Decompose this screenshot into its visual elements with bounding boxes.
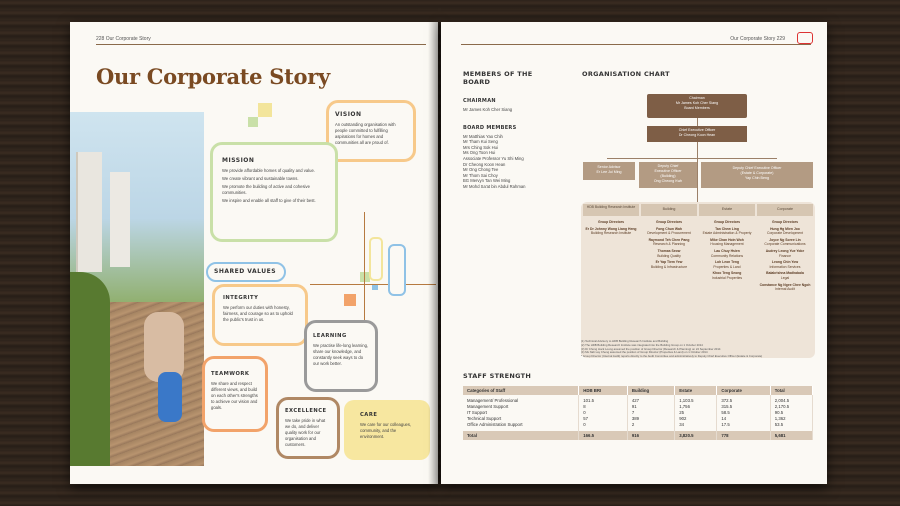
org-groups-panel <box>581 202 815 358</box>
table-cell: Office Administration Support <box>463 422 579 431</box>
table-cell: 8 <box>579 404 628 410</box>
left-page-header: 228 Our Corporate Story <box>96 36 151 42</box>
table-header: Building <box>627 386 674 395</box>
director-name: Balakrishna Madhabala <box>766 271 804 276</box>
org-col-bri <box>583 220 639 236</box>
org-text: (Building) <box>660 174 676 178</box>
learning-title: LEARNING <box>313 333 347 339</box>
org-group-bri: HDB Building Research Institute <box>583 204 639 216</box>
shared-values-box <box>206 262 286 282</box>
org-dceo-building-box <box>639 162 697 188</box>
org-text: Chief Executive Officer <box>678 128 716 132</box>
right-page-header: Our Corporate Story 229 <box>730 36 785 42</box>
table-cell: 0 <box>579 422 628 431</box>
decor-line <box>310 284 436 285</box>
mission-line: We promote the building of active and cohesive communities. <box>222 184 310 195</box>
board-section <box>463 70 561 190</box>
board-member: Dr Cheong Koon Hean <box>463 161 506 167</box>
housing-estate-photo <box>70 112 204 466</box>
group-directors-label: Group Directors <box>598 220 624 224</box>
director-dept: Finance <box>778 253 792 258</box>
director-name: Er Dr Johnny Wong Liang Heng <box>585 226 637 231</box>
org-text: Er Lee Jui Ming <box>596 170 622 174</box>
director-dept: Industrial Properties <box>711 275 743 280</box>
group-directors-label: Group Directors <box>714 220 740 224</box>
table-cell: 389 <box>627 416 674 422</box>
table-cell: 91 <box>627 404 674 410</box>
table-cell: 315.5 <box>717 404 770 410</box>
director-name: Raymond Teh Chen Pang <box>648 237 690 242</box>
director-name: Er Yap Tiem Yew <box>655 260 683 265</box>
table-row <box>463 422 813 431</box>
table-cell: 90.5 <box>770 410 812 416</box>
org-advisor-box <box>583 162 635 180</box>
integrity-box <box>212 284 308 346</box>
table-cell: 2,004.5 <box>770 395 812 404</box>
table-cell: 14 <box>717 416 770 422</box>
org-text: Board Members <box>684 106 710 110</box>
excellence-box <box>276 397 340 459</box>
left-page <box>70 22 438 484</box>
org-text: Mr James Koh Cher Siang <box>675 101 719 105</box>
director-dept: Properties & Land <box>713 264 741 269</box>
table-cell: 101.5 <box>579 395 628 404</box>
footnote: (1) Technical Advisory to HDB Building Research Institute and Building <box>581 339 669 343</box>
director-dept: Information Services <box>769 264 801 269</box>
table-cell: Technical Support <box>463 416 579 422</box>
table-cell: 58.5 <box>717 410 770 416</box>
care-title: CARE <box>360 412 378 418</box>
org-text: Deputy Chief <box>657 164 679 168</box>
org-footnotes <box>581 340 817 359</box>
table-cell: 25 <box>675 410 717 416</box>
director-name: Mike Chan Hoin Woh <box>710 237 744 242</box>
table-header: Categories of Staff <box>463 386 579 395</box>
org-text: Executive Officer <box>654 169 682 173</box>
mission-title: MISSION <box>222 157 255 164</box>
care-box <box>344 400 430 460</box>
director-dept: Internal Audit <box>775 287 795 292</box>
director-dept: Corporate Development <box>767 231 803 236</box>
staff-strength-title: STAFF STRENGTH <box>463 372 532 380</box>
vision-box <box>326 100 416 162</box>
director-dept: Building Quality <box>657 253 681 258</box>
table-total-row <box>463 431 813 440</box>
director-name: Hung Hg Mien Joo <box>770 226 800 231</box>
org-dceo-estate-box <box>701 162 813 188</box>
decor-line <box>364 212 365 332</box>
director-dept: Corporate Communications <box>764 242 806 247</box>
org-text: Chairman <box>689 96 705 100</box>
director-dept: Community Relations <box>710 253 744 258</box>
board-member: Mrs Ching Sok Hui <box>463 144 498 150</box>
table-cell: 0 <box>579 410 628 416</box>
director-name: Loh Leon Teng <box>714 260 740 265</box>
table-cell: 916 <box>627 431 674 440</box>
table-cell: 2,170.5 <box>770 404 812 410</box>
table-header: Total <box>770 386 812 395</box>
mission-box <box>210 142 338 242</box>
footnote: (4) Ms Nah Lay Cheng assumed the position of Group Director (Properties & Land) on 1 October 2014 <box>581 350 708 355</box>
org-col-corporate <box>757 220 813 292</box>
table-cell: Management Support <box>463 404 579 410</box>
table-cell: 34 <box>675 422 717 431</box>
teamwork-text: We share and respect different views, and build on each other's strengths to achieve our vision and goals. <box>211 381 258 410</box>
excellence-title: EXCELLENCE <box>285 408 327 414</box>
org-col-estate <box>699 220 755 281</box>
table-cell: 3,820.5 <box>675 431 717 440</box>
integrity-title: INTEGRITY <box>223 295 259 301</box>
mission-line: We provide affordable homes of quality and value. <box>222 168 315 173</box>
board-member: Mr Matthias Yao Chih <box>463 133 503 139</box>
organisation-chart <box>581 84 815 364</box>
org-text: Dr Cheong Koon Hean <box>678 133 716 137</box>
right-header-rule <box>461 44 811 45</box>
org-text: Senior Advisor <box>597 165 621 169</box>
board-member: Associate Professor Yu Shi Ming <box>463 155 524 161</box>
table-cell: 1,362 <box>770 416 812 422</box>
org-chart-title: ORGANISATION CHART <box>582 70 670 78</box>
table-cell: 778 <box>717 431 770 440</box>
director-name: Thomas Seow <box>657 248 681 253</box>
page-number-highlight <box>797 32 813 44</box>
board-member: BG Mervyn Tan Wei Ming <box>463 178 511 184</box>
org-text: Yap Chin Beng <box>745 176 769 180</box>
director-name: Fong Chun Wah <box>656 226 682 231</box>
board-member: Mr Tham Kui Seng <box>463 139 498 145</box>
board-member: Mr Ong Chong Tee <box>463 167 499 173</box>
teamwork-box <box>202 356 268 432</box>
board-members-label: BOARD MEMBERS <box>463 124 517 131</box>
group-directors-label: Group Directors <box>656 220 682 224</box>
table-cell: 7 <box>627 410 674 416</box>
vision-text: An outstanding organisation with people committed to fulfilling aspirations for homes and communities all are proud of. <box>335 122 396 145</box>
director-dept: Research & Planning <box>653 242 685 247</box>
org-group-estate: Estate <box>699 204 755 216</box>
table-cell: Management/ Professional <box>463 395 579 404</box>
table-cell: 17.5 <box>717 422 770 431</box>
director-name: Tan Chew Ling <box>715 226 739 231</box>
director-dept: Legal <box>780 275 790 280</box>
table-cell: 5,681 <box>770 431 812 440</box>
teamwork-title: TEAMWORK <box>211 371 250 377</box>
chairman-name: Mr James Koh Cher Siang <box>463 107 513 112</box>
director-name: Audrey Leong Yue Yoke <box>765 248 805 253</box>
footnote: (3) Dr Chong Hock Loong assumed the position of Group Director (Research & Planning) on 22 September 2014 <box>581 346 721 351</box>
board-member: Mr Mohd Sa'at bin Abdul Rahman <box>463 183 526 189</box>
decor-outline <box>388 244 406 296</box>
director-name: Lau Chuy Hsien <box>714 248 740 253</box>
table-cell: 53.5 <box>770 422 812 431</box>
table-cell: 902 <box>675 416 717 422</box>
board-member: Ms Ong Toon Hui <box>463 150 496 156</box>
footnote: * Group Director (Internal Audit) reports directly to the Audit Committee and administratively to Deputy Chief Executive Officer (Estate & Corporate) <box>581 354 763 359</box>
group-directors-label: Group Directors <box>772 220 798 224</box>
org-ceo-box <box>647 126 747 142</box>
chairman-label: CHAIRMAN <box>463 98 496 104</box>
director-name: Khoo Teng Seong <box>712 271 742 276</box>
org-text: Deputy Chief Executive Officer <box>732 166 782 170</box>
learning-box <box>304 320 378 392</box>
table-cell: 166.5 <box>579 431 628 440</box>
decor-square <box>344 294 356 306</box>
table-header: Corporate <box>717 386 770 395</box>
director-name: Constance Ng Ngee Chee Ngoh <box>759 282 811 287</box>
org-group-building: Building <box>641 204 697 216</box>
org-chairman-box <box>647 94 747 118</box>
vision-title: VISION <box>335 111 362 118</box>
director-name: Leong Chin Yow <box>771 260 799 265</box>
staff-strength-table <box>463 386 813 440</box>
org-text: (Estate & Corporate) <box>740 171 774 175</box>
excellence-text: We take pride in what we do, and deliver quality work for our organisation and customers. <box>285 418 326 447</box>
table-cell: 2 <box>627 422 674 431</box>
director-dept: Housing Management <box>710 242 744 247</box>
table-header: HDB BRI <box>579 386 628 395</box>
board-member: Mr Thom Sai Choy <box>463 172 498 178</box>
director-dept: Building & Infrastructure <box>650 264 688 269</box>
director-dept: Building Research Institute <box>590 231 632 236</box>
director-dept: Development & Procurement <box>647 231 691 236</box>
table-header: Estate <box>675 386 717 395</box>
mission-line: We create vibrant and sustainable towns. <box>222 176 299 181</box>
org-text: Ong Cheong Kwh <box>653 179 683 183</box>
care-text: We care for our colleagues, community, and the environment. <box>360 422 412 439</box>
table-row <box>463 395 813 404</box>
page-title: Our Corporate Story <box>96 64 330 89</box>
table-cell: Total <box>463 431 579 440</box>
table-cell: 372.5 <box>717 395 770 404</box>
shared-values-title: SHARED VALUES <box>214 268 277 275</box>
footnote: (2) The HDB Building Research Institute was integrated into the Building Group on 1 October 2014 <box>581 342 703 347</box>
table-cell: 57 <box>579 416 628 422</box>
decor-outline <box>369 237 383 281</box>
right-page <box>441 22 827 484</box>
integrity-text: We perform our duties with honesty, fairness, and courage so as to uphold the public's trust in us. <box>223 305 293 322</box>
decor-square <box>258 103 272 117</box>
left-header-rule <box>96 44 426 45</box>
table-cell: IT Support <box>463 410 579 416</box>
table-cell: 1,103.5 <box>675 395 717 404</box>
members-title: MEMBERS OF THE BOARD <box>463 70 533 86</box>
table-cell: 1,756 <box>675 404 717 410</box>
director-name: Joyce Ng Soree Lin <box>769 237 801 242</box>
org-col-building <box>641 220 697 269</box>
table-header-row <box>463 386 813 395</box>
decor-square <box>248 117 258 127</box>
director-dept: Estate Administration & Property <box>702 231 752 236</box>
table-cell: 427 <box>627 395 674 404</box>
board-members-list <box>463 134 561 190</box>
org-group-corporate: Corporate <box>757 204 813 216</box>
mission-line: We inspire and enable all staff to give of their best. <box>222 198 316 203</box>
learning-text: We practise life-long learning, share our knowledge, and constantly seek ways to do our work better. <box>313 343 369 366</box>
